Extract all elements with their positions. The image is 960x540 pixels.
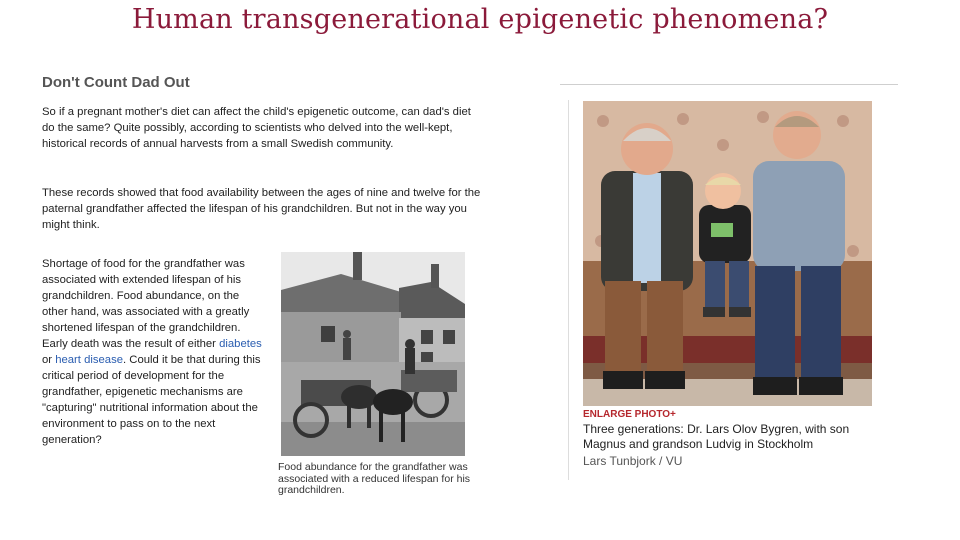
heart-disease-link[interactable]: heart disease — [55, 354, 124, 366]
paragraph-3 — [42, 256, 268, 448]
three-generations-photo[interactable] — [583, 101, 872, 406]
paragraph-3-text-before: Shortage of food for the grandfather was associated with extended lifespan of his grandchildren. Food abundance, on the other hand, was associated with a greatly shortened lifespan of the grandchildren. Early death was the result of either — [42, 258, 250, 350]
enlarge-photo-link[interactable]: ENLARGE PHOTO+ — [583, 409, 676, 420]
slide-title: Human transgenerational epigenetic phenomena? — [131, 4, 829, 35]
three-generations-caption: Three generations: Dr. Lars Olov Bygren, with son Magnus and grandson Ludvig in Stockholm — [583, 422, 850, 451]
farm-photo-caption: Food abundance for the grandfather was associated with a reduced lifespan for his grandchildren. — [278, 461, 471, 496]
column-divider — [568, 100, 569, 480]
photo-credit: Lars Tunbjork / VU — [583, 454, 683, 468]
paragraph-3-text-after: . Could it be that during this critical period of development for the grandfather, epigenetic mechanisms are "capturing" nutritional information about the environment to pass on to the next generation? — [42, 354, 261, 446]
article-heading: Don't Count Dad Out — [42, 74, 190, 91]
farm-photo — [281, 252, 465, 456]
paragraph-2: These records showed that food availability between the ages of nine and twelve for the paternal grandfather affected the lifespan of his grandchildren. But not in the way you might think. — [42, 187, 481, 231]
paragraph-1: So if a pregnant mother's diet can affect the child's epigenetic outcome, can dad's diet do the same? Quite possibly, according to scientists who delved into the well-kept, historical records of annual harvests from a small Swedish community. — [42, 106, 471, 150]
diabetes-link[interactable]: diabetes — [219, 338, 262, 350]
top-divider — [560, 84, 898, 85]
or-text: or — [42, 354, 53, 366]
